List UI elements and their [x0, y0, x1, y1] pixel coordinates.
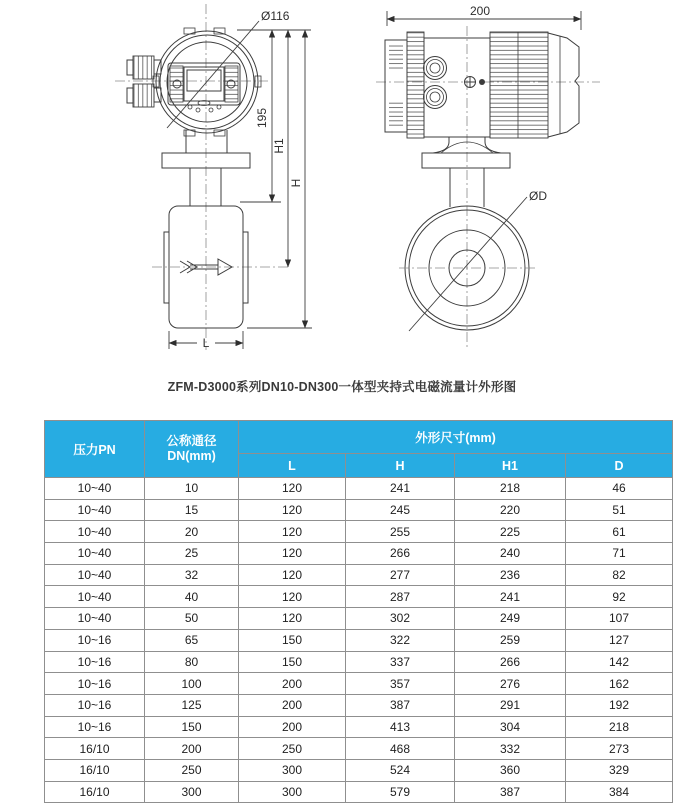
cell-pressure-pn: 16/10 [45, 781, 145, 803]
table-row [45, 781, 673, 803]
cell-h1: 360 [455, 759, 566, 781]
cell-dn: 300 [145, 781, 239, 803]
cell-dn: 80 [145, 651, 239, 673]
cell-l: 150 [239, 651, 346, 673]
dim-label-diameter: Ø116 [261, 9, 290, 23]
cell-dn: 50 [145, 608, 239, 630]
cell-pressure-pn: 10~40 [45, 478, 145, 500]
cell-dn: 200 [145, 738, 239, 760]
cell-d: 61 [566, 521, 673, 543]
table-row [45, 629, 673, 651]
cell-h: 245 [346, 499, 455, 521]
side-view-drawing [376, 4, 600, 348]
cell-d: 192 [566, 694, 673, 716]
table-row [45, 716, 673, 738]
cell-d: 82 [566, 564, 673, 586]
header-nominal-diameter-line1: 公称通径 [166, 434, 217, 448]
cell-d: 51 [566, 499, 673, 521]
cell-h1: 220 [455, 499, 566, 521]
front-view-drawing [115, 4, 312, 350]
cell-pressure-pn: 10~40 [45, 564, 145, 586]
dim-label-200: 200 [469, 4, 491, 18]
cell-dn: 10 [145, 478, 239, 500]
cell-h: 524 [346, 759, 455, 781]
cell-h1: 241 [455, 586, 566, 608]
cell-dn: 125 [145, 694, 239, 716]
cell-h: 266 [346, 543, 455, 565]
cell-l: 120 [239, 521, 346, 543]
cell-pressure-pn: 10~40 [45, 521, 145, 543]
dim-label-l: L [202, 336, 210, 350]
table-header [45, 421, 673, 478]
cell-h: 241 [346, 478, 455, 500]
cell-h: 302 [346, 608, 455, 630]
cell-h1: 225 [455, 521, 566, 543]
cell-dn: 40 [145, 586, 239, 608]
cell-h1: 276 [455, 673, 566, 695]
table-row [45, 543, 673, 565]
dim-label-d: ØD [529, 189, 547, 203]
table-row [45, 586, 673, 608]
cell-l: 120 [239, 564, 346, 586]
table-row [45, 564, 673, 586]
cell-d: 92 [566, 586, 673, 608]
cell-dn: 20 [145, 521, 239, 543]
dimension-spec-table [44, 420, 673, 803]
cell-l: 120 [239, 586, 346, 608]
cell-l: 200 [239, 694, 346, 716]
cell-pressure-pn: 16/10 [45, 759, 145, 781]
cell-d: 127 [566, 629, 673, 651]
cell-d: 107 [566, 608, 673, 630]
cell-h1: 291 [455, 694, 566, 716]
cell-dn: 25 [145, 543, 239, 565]
table-row [45, 608, 673, 630]
header-col-d: D [566, 454, 673, 478]
cell-h: 322 [346, 629, 455, 651]
header-nominal-diameter-line2: DN(mm) [167, 449, 216, 463]
header-col-h: H [346, 454, 455, 478]
cell-l: 120 [239, 478, 346, 500]
cell-dn: 32 [145, 564, 239, 586]
header-dimensions-group: 外形尺寸(mm) [239, 421, 673, 454]
cell-d: 273 [566, 738, 673, 760]
cell-dn: 150 [145, 716, 239, 738]
cell-d: 162 [566, 673, 673, 695]
cell-d: 329 [566, 759, 673, 781]
cell-pressure-pn: 16/10 [45, 738, 145, 760]
cell-dn: 250 [145, 759, 239, 781]
table-row [45, 521, 673, 543]
figure-caption: ZFM-D3000系列DN10-DN300一体型夹持式电磁流量计外形图 [167, 380, 517, 394]
cell-d: 384 [566, 781, 673, 803]
table-row [45, 738, 673, 760]
table-row [45, 673, 673, 695]
header-col-l: L [239, 454, 346, 478]
table-row [45, 478, 673, 500]
cell-d: 218 [566, 716, 673, 738]
cell-d: 46 [566, 478, 673, 500]
cell-dn: 15 [145, 499, 239, 521]
cell-h: 579 [346, 781, 455, 803]
cell-l: 120 [239, 499, 346, 521]
table-row [45, 651, 673, 673]
dim-label-h: H [289, 178, 303, 188]
table-row [45, 694, 673, 716]
cell-l: 300 [239, 759, 346, 781]
cell-pressure-pn: 10~40 [45, 586, 145, 608]
outline-drawing [0, 0, 684, 372]
cell-h1: 218 [455, 478, 566, 500]
cell-h: 287 [346, 586, 455, 608]
cell-h: 387 [346, 694, 455, 716]
cell-pressure-pn: 10~40 [45, 543, 145, 565]
cell-h1: 266 [455, 651, 566, 673]
screw-icon [465, 77, 486, 88]
cell-h: 357 [346, 673, 455, 695]
cell-pressure-pn: 10~16 [45, 716, 145, 738]
cell-l: 200 [239, 716, 346, 738]
cell-l: 120 [239, 608, 346, 630]
cell-h: 413 [346, 716, 455, 738]
cell-pressure-pn: 10~40 [45, 499, 145, 521]
cell-dn: 65 [145, 629, 239, 651]
cell-pressure-pn: 10~16 [45, 694, 145, 716]
cell-h1: 332 [455, 738, 566, 760]
cell-l: 200 [239, 673, 346, 695]
cell-pressure-pn: 10~16 [45, 673, 145, 695]
cell-l: 300 [239, 781, 346, 803]
cell-h: 277 [346, 564, 455, 586]
header-nominal-diameter [145, 421, 239, 478]
cell-pressure-pn: 10~40 [45, 608, 145, 630]
header-col-h1: H1 [455, 454, 566, 478]
cell-h1: 387 [455, 781, 566, 803]
cell-d: 71 [566, 543, 673, 565]
header-pressure-pn: 压力PN [45, 421, 145, 478]
dim-label-h1: H1 [272, 138, 286, 154]
cell-dn: 100 [145, 673, 239, 695]
cell-h: 255 [346, 521, 455, 543]
cell-l: 250 [239, 738, 346, 760]
table-row [45, 759, 673, 781]
cell-l: 150 [239, 629, 346, 651]
cell-h: 468 [346, 738, 455, 760]
table-body [45, 478, 673, 803]
dim-label-195: 195 [255, 107, 269, 129]
cell-h1: 236 [455, 564, 566, 586]
cell-d: 142 [566, 651, 673, 673]
cell-h: 337 [346, 651, 455, 673]
cell-h1: 249 [455, 608, 566, 630]
cell-pressure-pn: 10~16 [45, 651, 145, 673]
table-row [45, 499, 673, 521]
cell-h1: 304 [455, 716, 566, 738]
cell-h1: 240 [455, 543, 566, 565]
cell-l: 120 [239, 543, 346, 565]
cell-h1: 259 [455, 629, 566, 651]
cell-pressure-pn: 10~16 [45, 629, 145, 651]
